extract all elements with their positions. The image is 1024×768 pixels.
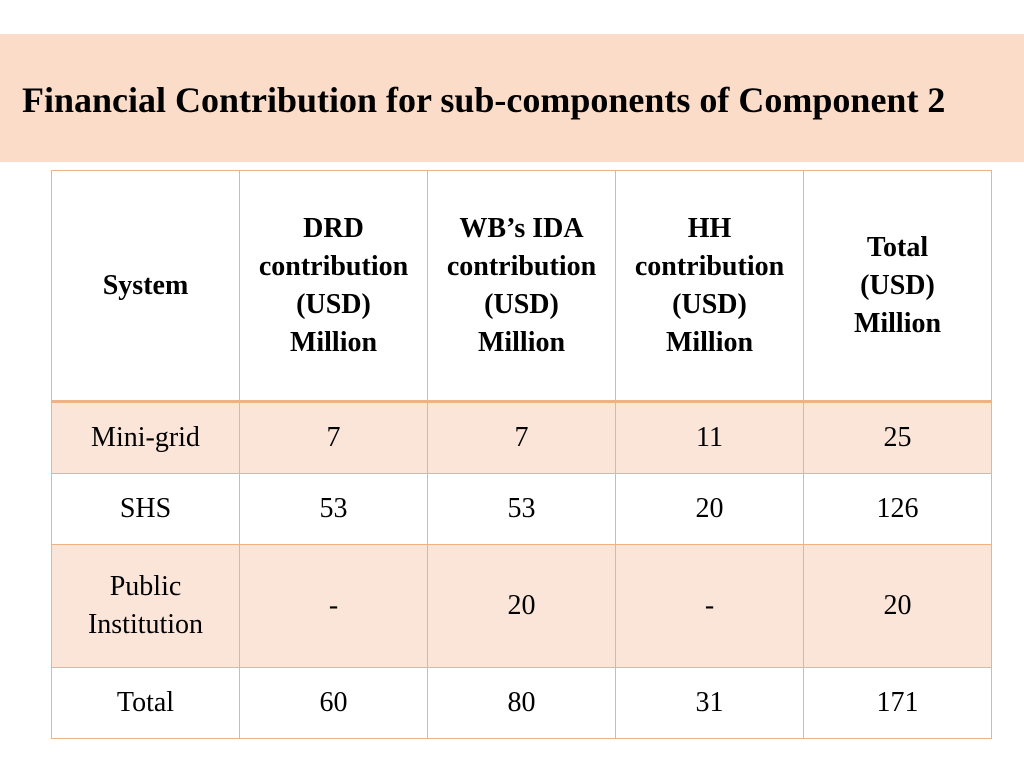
drd-cell: 53 xyxy=(240,474,428,545)
system-label: Public xyxy=(109,571,182,602)
header-line: contribution xyxy=(446,250,597,282)
wb-ida-cell: 53 xyxy=(428,474,616,545)
hh-cell: 11 xyxy=(616,402,804,474)
header-drd-contribution xyxy=(240,171,428,402)
system-cell xyxy=(52,474,240,545)
header-line: contribution xyxy=(634,250,785,282)
total-cell: 25 xyxy=(804,402,992,474)
total-cell: 20 xyxy=(804,545,992,668)
header-system xyxy=(52,171,240,402)
table-row-total xyxy=(52,668,992,739)
header-line: Total xyxy=(866,231,929,263)
drd-cell: 60 xyxy=(240,668,428,739)
header-hh-contribution xyxy=(616,171,804,402)
system-label: SHS xyxy=(119,493,172,524)
wb-ida-cell: 7 xyxy=(428,402,616,474)
header-line: (USD) xyxy=(484,288,559,320)
system-cell xyxy=(52,545,240,668)
header-line: (USD) xyxy=(296,288,371,320)
wb-ida-cell: 80 xyxy=(428,668,616,739)
system-label: Institution xyxy=(87,609,204,640)
total-cell: 126 xyxy=(804,474,992,545)
header-line: (USD) xyxy=(672,288,747,320)
slide-title: Financial Contribution for sub-components of Component 2 xyxy=(22,80,946,120)
header-line: WB’s IDA xyxy=(459,212,584,244)
header-total xyxy=(804,171,992,402)
header-line: DRD xyxy=(303,212,364,244)
header-line: Million xyxy=(853,307,942,339)
wb-ida-cell: 20 xyxy=(428,545,616,668)
header-line: Million xyxy=(665,326,754,358)
hh-cell: - xyxy=(616,545,804,668)
hh-cell: 31 xyxy=(616,668,804,739)
table-header-row xyxy=(52,171,992,402)
hh-cell: 20 xyxy=(616,474,804,545)
header-wb-ida-contribution xyxy=(428,171,616,402)
drd-cell: 7 xyxy=(240,402,428,474)
system-cell xyxy=(52,668,240,739)
system-cell xyxy=(52,402,240,474)
system-label: Mini-grid xyxy=(91,422,200,453)
table-row-shs xyxy=(52,474,992,545)
total-cell: 171 xyxy=(804,668,992,739)
header-line: contribution xyxy=(258,250,409,282)
header-line: System xyxy=(102,269,189,301)
header-line: Million xyxy=(289,326,378,358)
system-label: Total xyxy=(116,687,175,718)
header-line: Million xyxy=(477,326,566,358)
contribution-table xyxy=(51,170,992,739)
table-row-mini-grid xyxy=(52,402,992,474)
header-line: HH xyxy=(687,212,732,244)
header-line: (USD) xyxy=(860,269,935,301)
drd-cell: - xyxy=(240,545,428,668)
table-row-public-institution xyxy=(52,545,992,668)
